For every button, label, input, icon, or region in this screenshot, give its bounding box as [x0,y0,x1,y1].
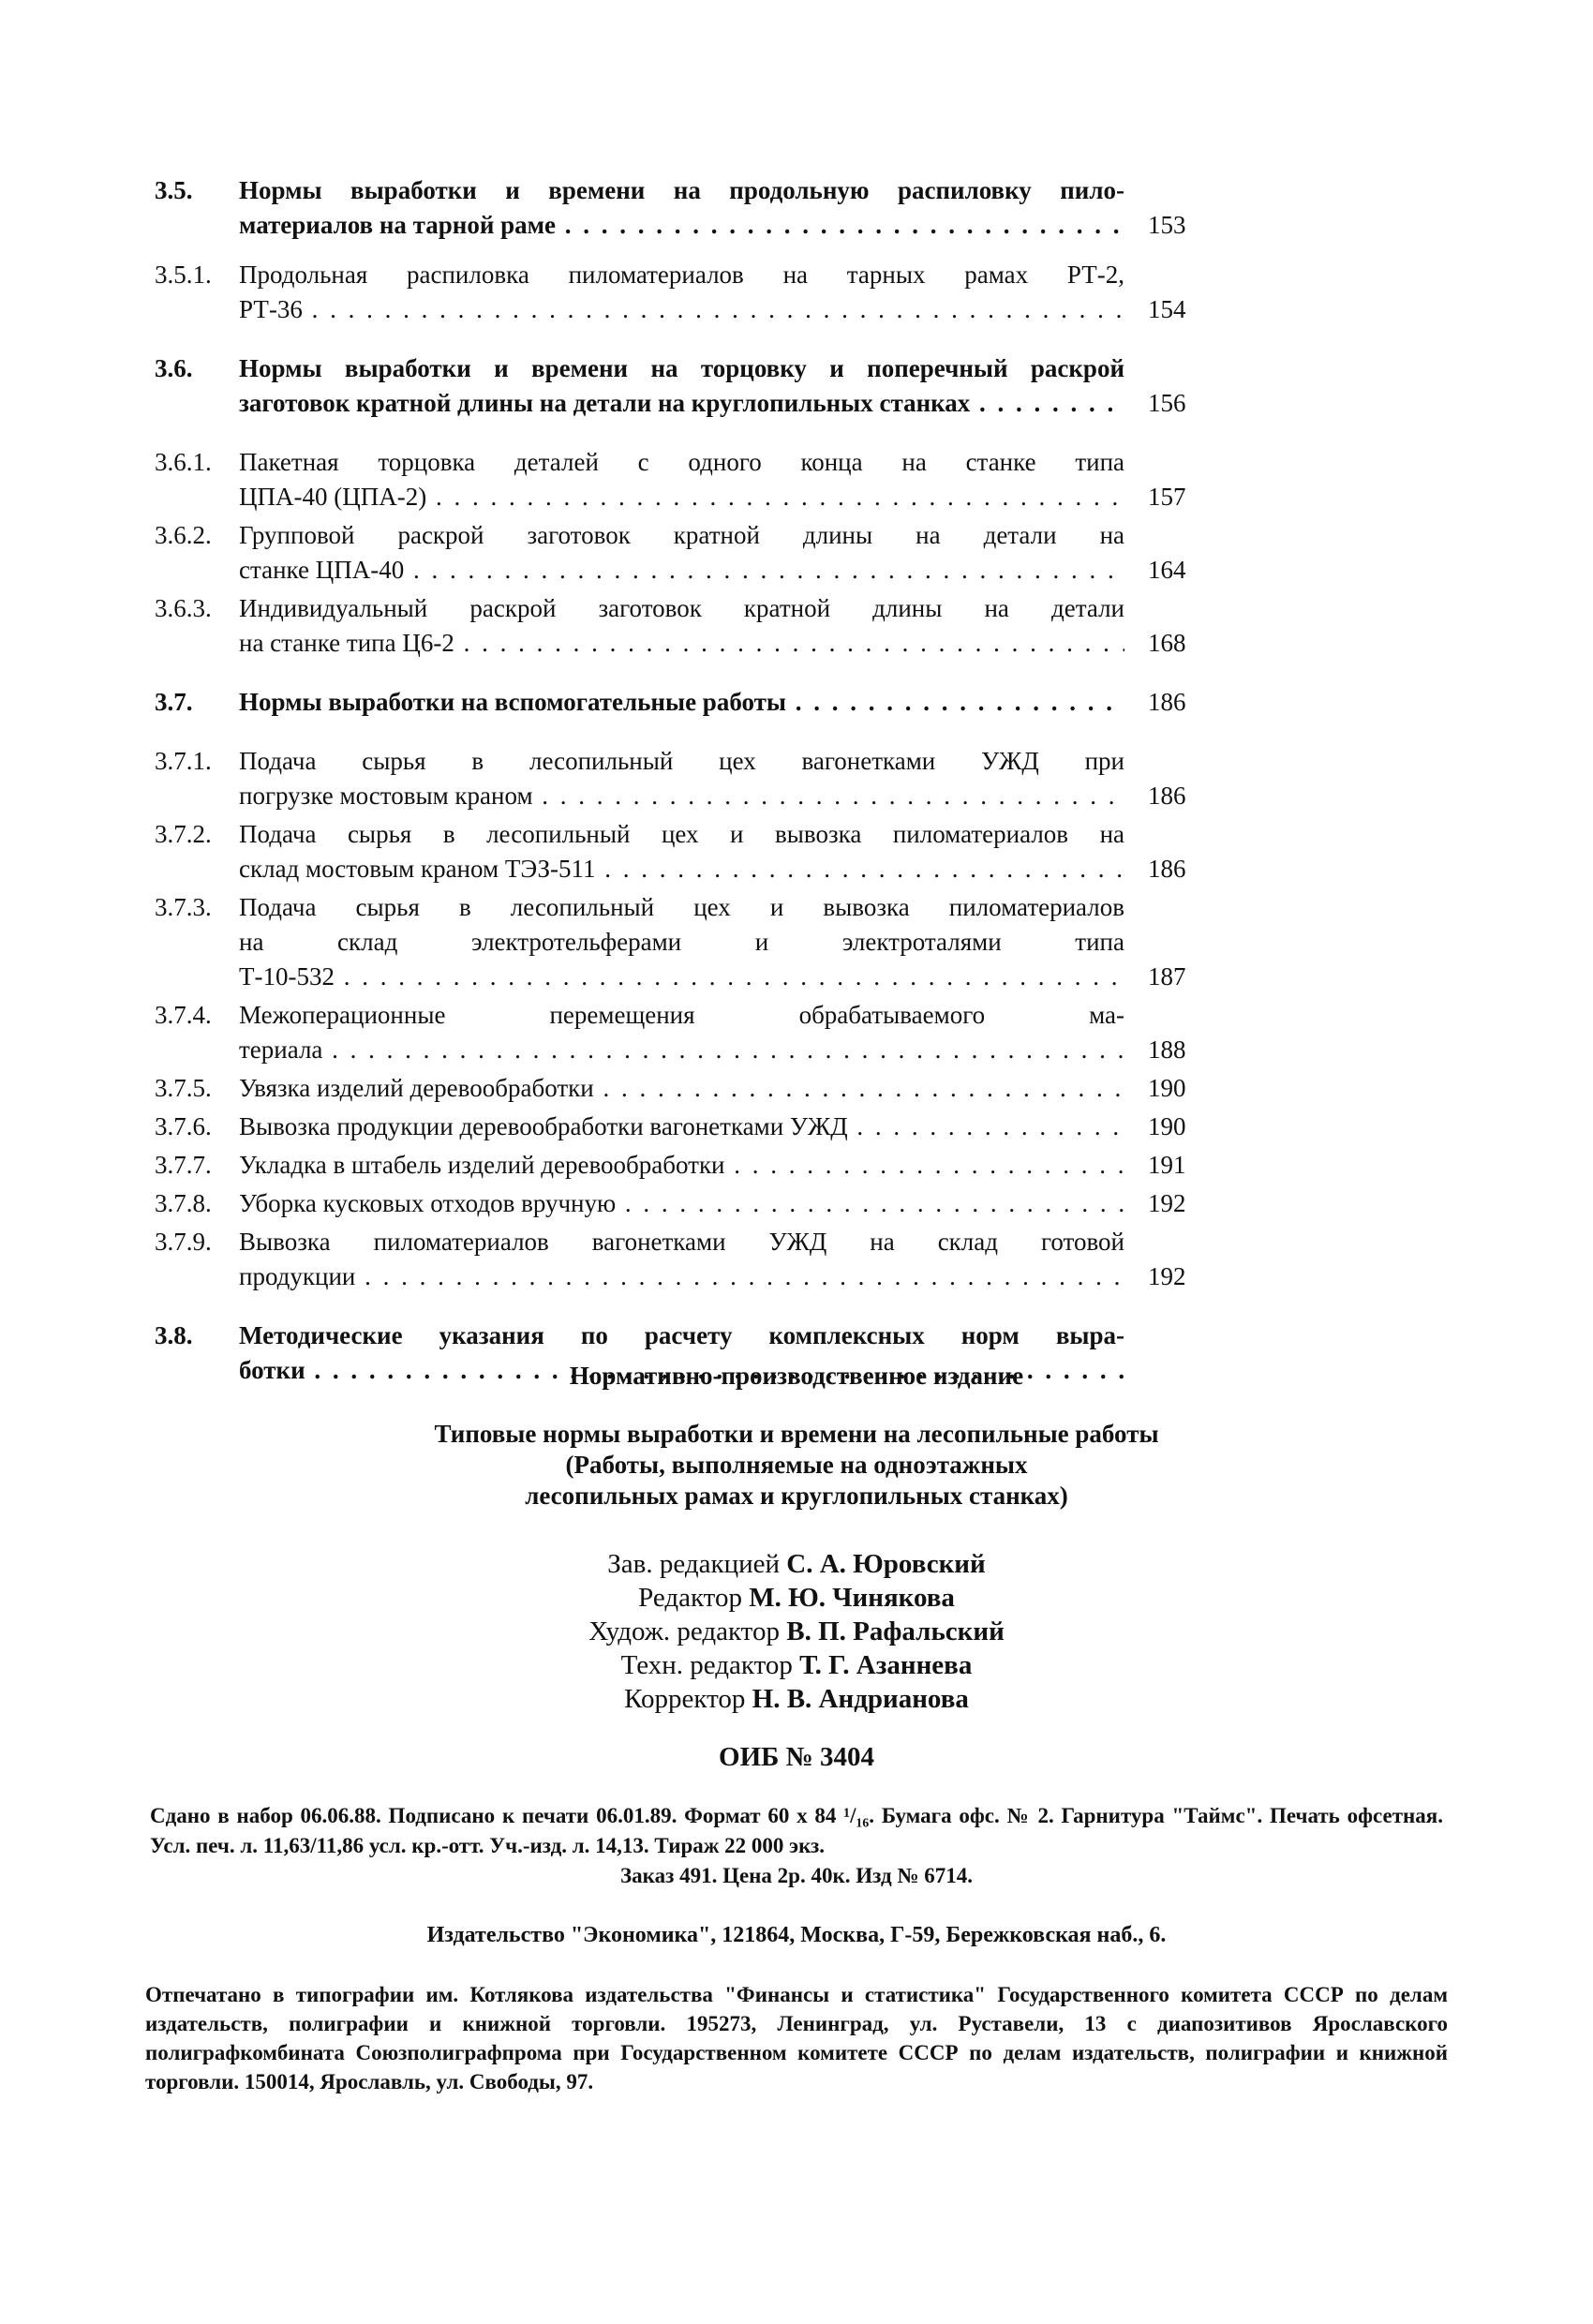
toc-page: 186 [1148,855,1186,883]
book-title-line: лесопильных рамах и круглопильных станках) [525,1482,1068,1510]
toc-text: Подача сырья в лесопильный цех вагонетками УЖД при [239,747,1124,775]
print-details-line: Сдано в набор 06.06.88. Подписано к печати 06.01.89. Формат 60 х 84 ¹/₁₆. Бумага офс. № 2. Гарнитура "Таймс". Печать офсетная. Усл. печ. л. 11,63/11,86 усл. кр.-отт. Уч.-изд. л. 14,13. Тираж 22 000 экз. [150,1804,1443,1857]
toc-entry [155,518,1204,588]
toc-page: 188 [1148,1035,1186,1064]
toc-entry [155,258,1204,327]
toc-number: 3.7.6. [155,1112,212,1140]
print-details-line: Заказ 491. Цена 2р. 40к. Изд № 6714. [620,1864,973,1887]
toc-number: 3.6.3. [155,594,212,622]
toc-page: 154 [1148,295,1186,323]
toc-entry [155,744,1204,813]
printing-plant: Отпечатано в типографии им. Котлякова издательства "Финансы и статистика" Государственного комитета СССР по делам издательств, полиграфии и книжной торговли. 195273, Ленинград, ул. Руставели, 13 с диапозитивов Ярославского полиграфкомбината Союзполиграфпрома при Государственном комитете СССР по делам издательств, полиграфии и книжной торговли. 150014, Ярославль, ул. Свободы, 97. [145,1983,1448,2093]
toc-number: 3.7.7. [155,1151,212,1179]
toc-entry [155,351,1204,421]
imprint [0,1359,1593,2096]
toc-page: 156 [1148,389,1186,417]
toc-number: 3.7.2. [155,820,212,848]
toc-number: 3.8. [155,1321,193,1349]
toc-text: Продольная распиловка пиломатериалов на тарных рамах РТ-2, [239,261,1124,289]
toc-text: Нормы выработки на вспомогательные работы . . . [239,685,1124,720]
toc-number: 3.5.1. [155,261,212,289]
edition-type: Нормативно-производственное издание [569,1362,1024,1390]
toc-entry [155,1110,1204,1144]
toc-page: 157 [1148,483,1186,511]
staff-row [0,1615,1593,1648]
toc-text: на склад электротельферами и электроталями типа [239,928,1124,956]
toc-entry [155,1225,1204,1294]
toc-text: Увязка изделий деревообработки . . . [239,1071,1124,1106]
toc-text: ЦПА-40 (ЦПА-2) . . . [239,480,1124,514]
toc-entry [155,817,1204,886]
toc-page: 164 [1148,556,1186,584]
toc-text: Вывозка пиломатериалов вагонетками УЖД на склад готовой [239,1228,1124,1256]
toc-page: 168 [1148,629,1186,657]
staff-role: Техн. редактор [620,1650,793,1680]
toc-text: станке ЦПА-40 . . . [239,553,1124,588]
toc-number: 3.7.5. [155,1074,212,1102]
toc-text: териала . . . [239,1033,1124,1067]
toc-text: Групповой раскрой заготовок кратной длины на детали на [239,521,1124,549]
toc-number: 3.7.3. [155,893,212,921]
staff-role: Зав. редакцией [607,1549,780,1579]
toc-text: Укладка в штабель изделий деревообработки . . . [239,1148,1124,1183]
staff-name: Н. В. Андрианова [752,1684,969,1714]
toc-number: 3.6.2. [155,521,212,549]
toc-page: 186 [1148,782,1186,810]
toc-entry [155,591,1204,661]
toc-page: 186 [1148,688,1186,716]
toc-text: Вывозка продукции деревообработки вагонетками УЖД . . . [239,1110,1124,1144]
staff-row [0,1547,1593,1581]
staff-row [0,1682,1593,1716]
staff-name: М. Ю. Чинякова [749,1583,955,1613]
toc-page: 190 [1148,1112,1186,1140]
staff-role: Худож. редактор [588,1616,780,1646]
staff-role: Корректор [624,1684,746,1714]
toc-text: заготовок кратной длины на детали на круглопильных станках . . . [239,386,1124,421]
staff-row [0,1648,1593,1682]
toc-page: 192 [1148,1189,1186,1217]
toc-entry [155,1071,1204,1106]
toc-number: 3.7.1. [155,747,212,775]
toc-text: Нормы выработки и времени на торцовку и поперечный раскрой [239,354,1124,382]
toc-entry [155,445,1204,514]
toc-number: 3.6.1. [155,448,212,476]
print-details [150,1801,1443,1891]
toc-entry [155,173,1204,243]
staff-role: Редактор [638,1583,742,1613]
toc-entry [155,1148,1204,1183]
toc-text: Т-10-532 . . . [239,960,1124,994]
book-title [0,1419,1593,1512]
toc-text: склад мостовым краном ТЭЗ-511 . . . [239,852,1124,886]
toc-text: материалов на тарной раме . . . [239,208,1124,243]
toc-text: Уборка кусковых отходов вручную . . . [239,1186,1124,1221]
toc-number: 3.7.4. [155,1001,212,1029]
toc-text: Подача сырья в лесопильный цех и вывозка пиломатериалов [239,893,1124,921]
toc-page: 187 [1148,962,1186,991]
toc-text: продукции . . . [239,1259,1124,1294]
toc-number: 3.5. [155,176,193,204]
table-of-contents [155,173,1204,1403]
toc-entry [155,1186,1204,1221]
publisher-address: Издательство "Экономика", 121864, Москва, Г-59, Бережковская наб., 6. [426,1923,1167,1947]
staff-name: В. П. Рафальский [786,1616,1005,1646]
toc-number: 3.7.8. [155,1189,212,1217]
toc-page: 153 [1148,211,1186,239]
staff-name: Т. Г. Азаннева [799,1650,973,1680]
toc-page: 190 [1148,1074,1186,1102]
book-title-line: (Работы, выполняемые на одноэтажных [565,1451,1028,1479]
toc-number: 3.7.9. [155,1228,212,1256]
book-title-line: Типовые нормы выработки и времени на лесопильные работы [434,1420,1159,1448]
toc-entry [155,998,1204,1067]
editorial-staff [0,1547,1593,1716]
toc-text: Межоперационные перемещения обрабатываемого ма- [239,1001,1124,1029]
toc-text: Подача сырья в лесопильный цех и вывозка пиломатериалов на [239,820,1124,848]
toc-number: 3.7. [155,688,193,716]
toc-text: РТ-36 . . . [239,292,1124,327]
toc-text: Индивидуальный раскрой заготовок кратной длины на детали [239,594,1124,622]
staff-row [0,1581,1593,1615]
toc-number: 3.6. [155,354,193,382]
oib-number: ОИБ № 3404 [719,1742,874,1772]
staff-name: С. А. Юровский [786,1549,986,1579]
toc-text: ботки . . . [239,1353,1124,1388]
toc-entry [155,890,1204,994]
toc-text: Нормы выработки и времени на продольную распиловку пило- [239,176,1124,204]
toc-text: Методические указания по расчету комплексных норм выра- [239,1321,1124,1349]
toc-entry [155,685,1204,720]
toc-text: погрузке мостовым краном . . . [239,779,1124,813]
toc-page: 192 [1148,1262,1186,1290]
toc-text: Пакетная торцовка деталей с одного конца на станке типа [239,448,1124,476]
toc-text: на станке типа Ц6-2 . . . [239,626,1124,661]
toc-page: 191 [1148,1151,1186,1179]
